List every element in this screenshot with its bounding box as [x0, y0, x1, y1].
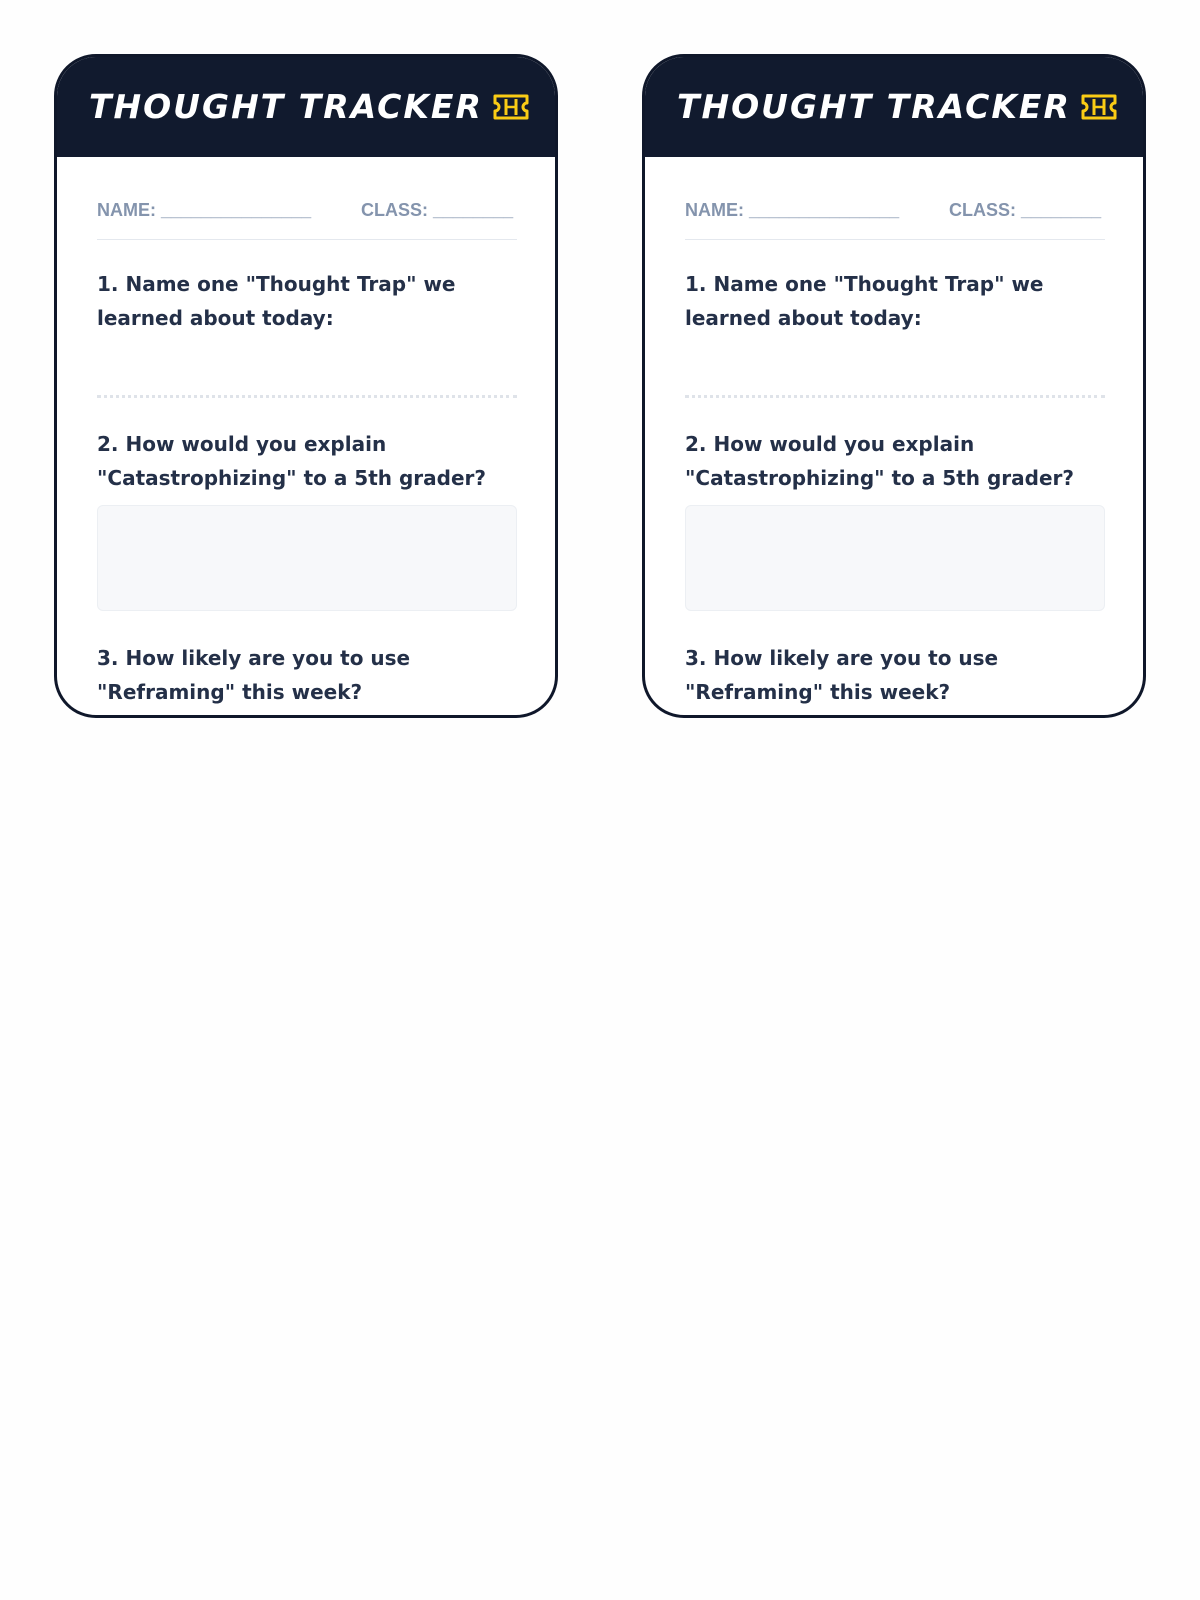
question-1: 1. Name one "Thought Trap" we learned about today: [97, 272, 456, 330]
name-field[interactable]: NAME: _______________ [685, 200, 900, 220]
question-3: 3. How likely are you to use "Reframing" this week? [685, 646, 999, 704]
thought-tracker-card [54, 54, 558, 718]
name-field[interactable]: NAME: _______________ [97, 200, 312, 220]
card-header [645, 57, 1143, 157]
ticket-icon [1080, 93, 1118, 121]
class-field[interactable]: CLASS: ________ [361, 200, 514, 220]
class-field[interactable]: CLASS: ________ [949, 200, 1102, 220]
answer-box-2[interactable] [685, 505, 1105, 611]
card-header [57, 57, 555, 157]
answer-box-2[interactable] [97, 505, 517, 611]
student-info-row [97, 195, 517, 225]
question-2: 2. How would you explain "Catastrophizing" to a 5th grader? [685, 432, 1074, 490]
question-1: 1. Name one "Thought Trap" we learned about today: [685, 272, 1044, 330]
divider [685, 239, 1105, 240]
divider [97, 239, 517, 240]
question-2: 2. How would you explain "Catastrophizing" to a 5th grader? [97, 432, 486, 490]
card-title: THOUGHT TRACKER [677, 87, 1071, 126]
card-title: THOUGHT TRACKER [89, 87, 483, 126]
ticket-icon [492, 93, 530, 121]
answer-line-1[interactable] [97, 395, 517, 398]
question-3: 3. How likely are you to use "Reframing" this week? [97, 646, 411, 704]
student-info-row [685, 195, 1105, 225]
thought-tracker-card [642, 54, 1146, 718]
answer-line-1[interactable] [685, 395, 1105, 398]
